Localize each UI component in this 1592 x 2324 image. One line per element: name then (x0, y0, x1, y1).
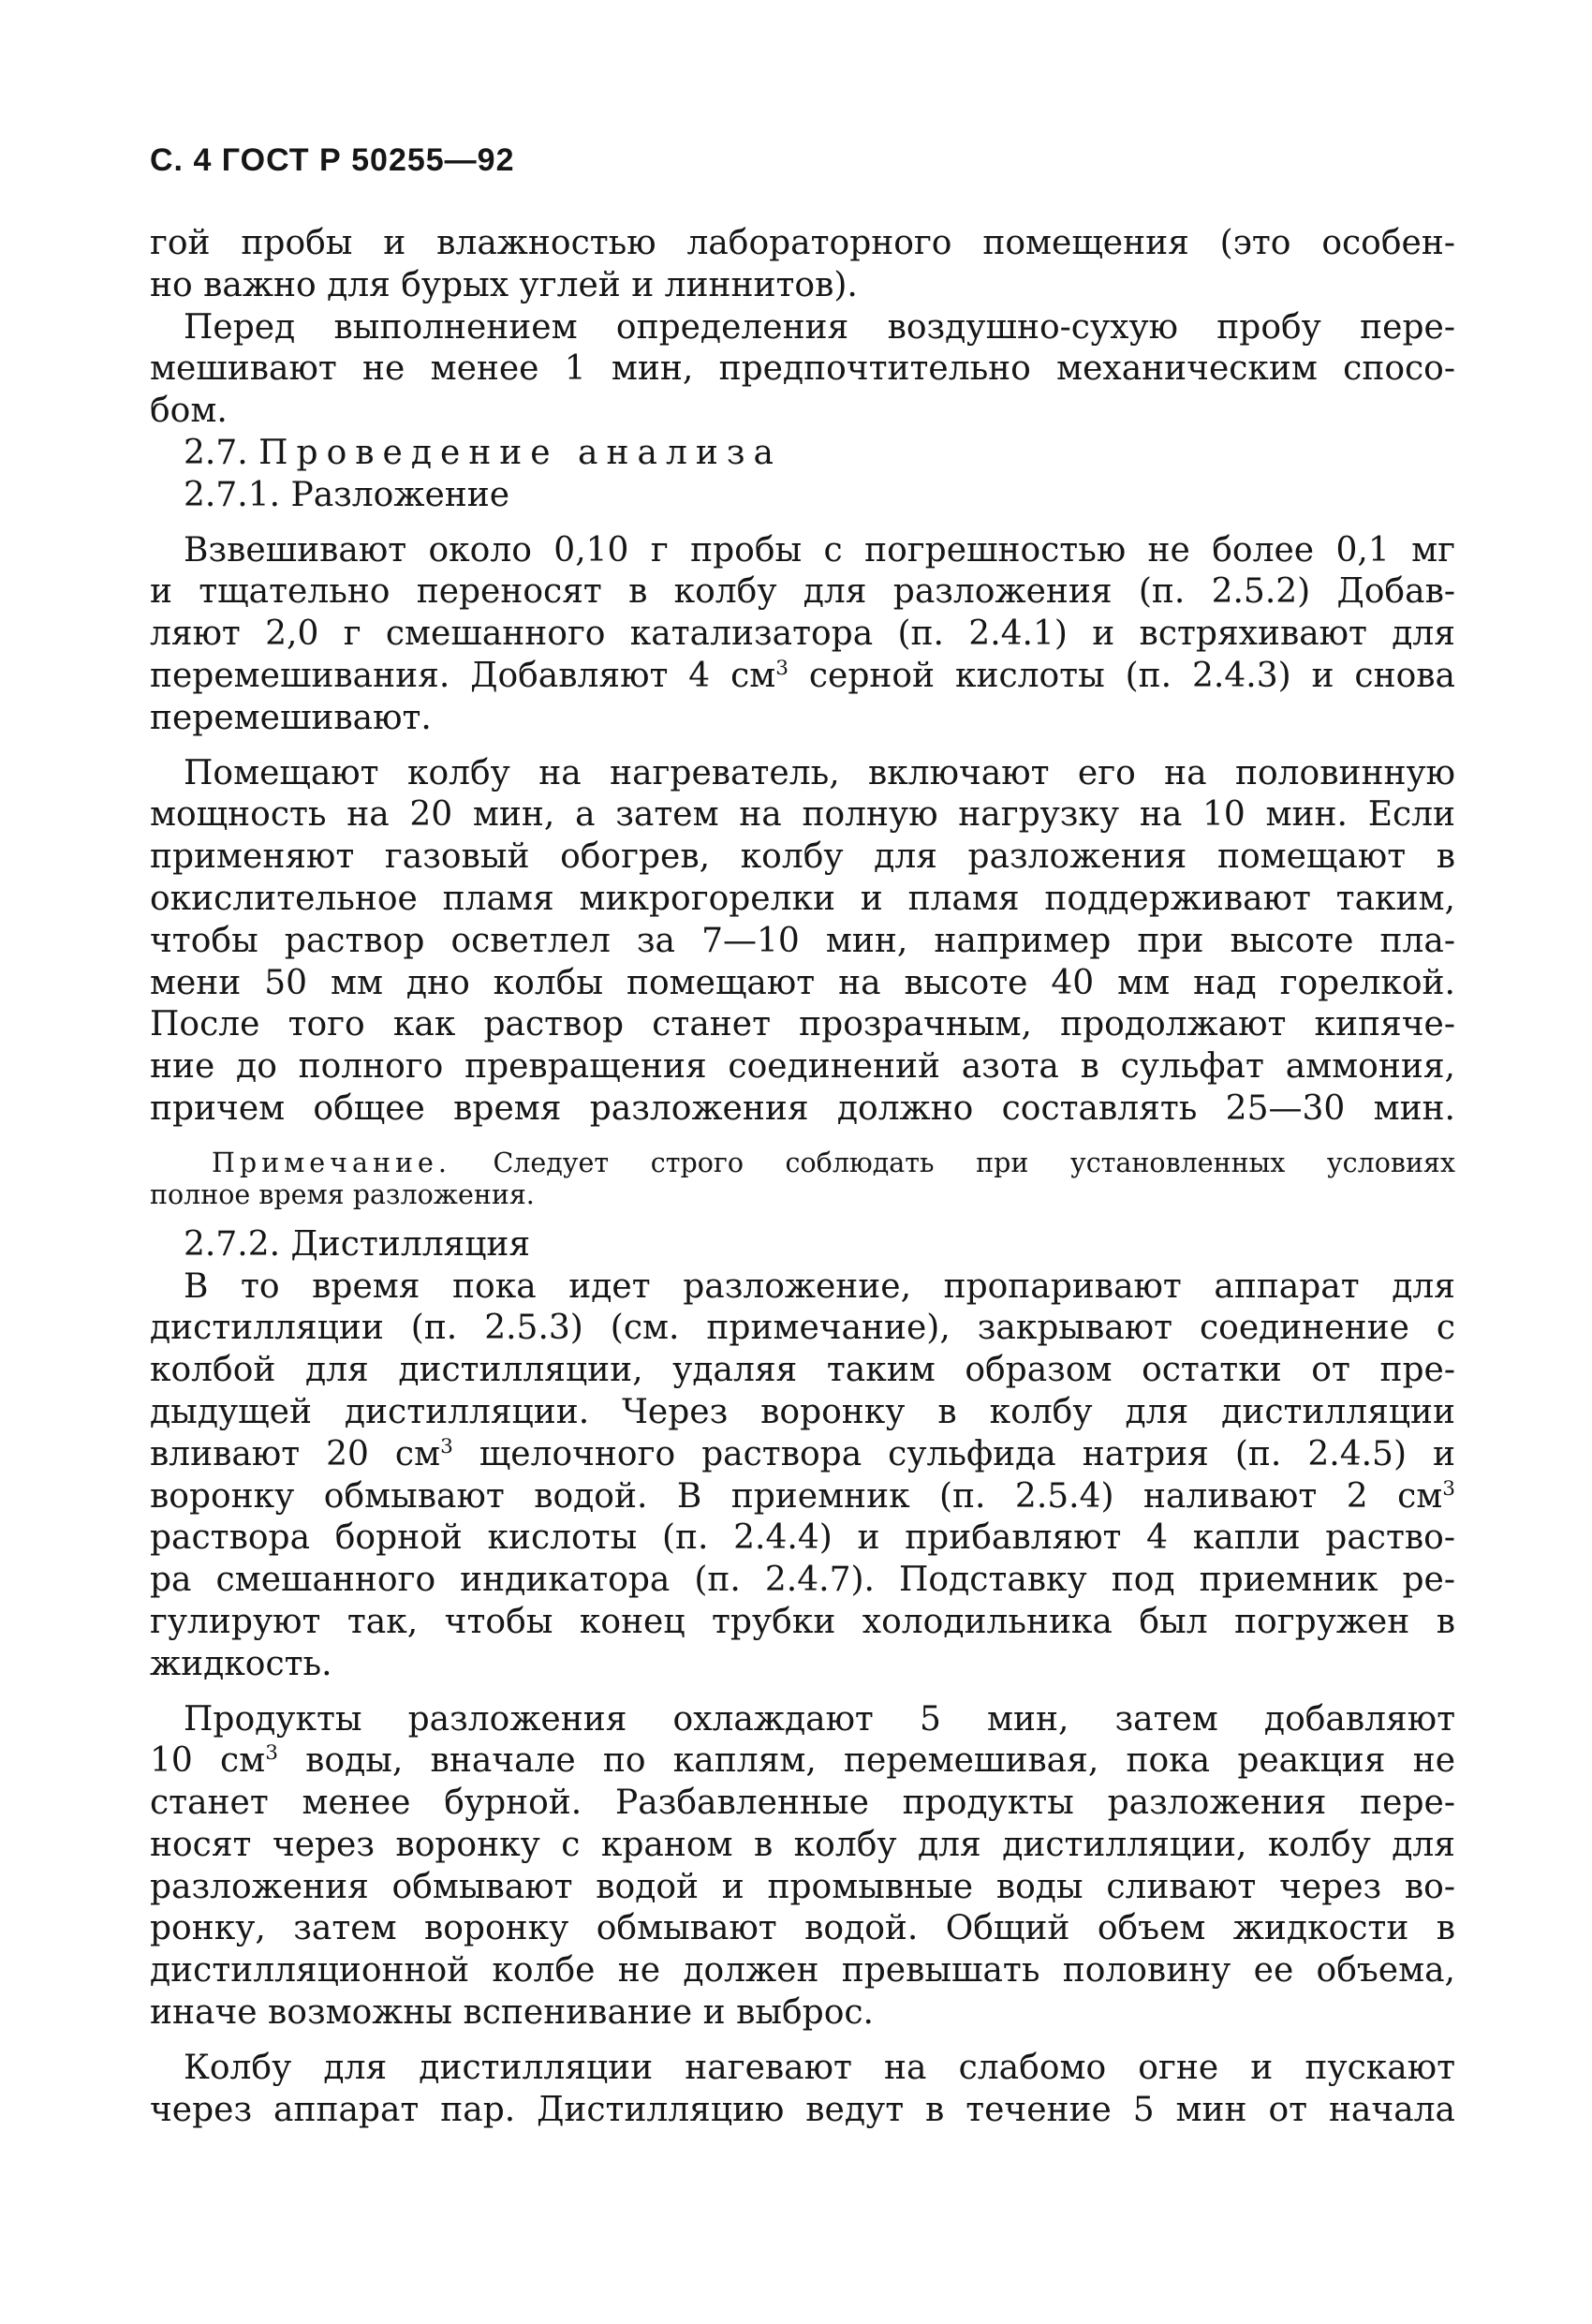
text-segment: перемешивания. Добавляют 4 см (150, 656, 776, 695)
prep-paragraph (150, 307, 1455, 433)
weigh-paragraph (150, 530, 1455, 740)
text-line: чтобы раствор осветлел за 7—10 мин, например при высоте пла- (150, 921, 1455, 960)
text-line (150, 1434, 1455, 1476)
text-line: разложения обмывают водой и промывные воды сливают через во- (150, 1867, 1455, 1906)
text-segment: воды, вначале по каплям, перемешивая, пока реакция не (277, 1741, 1455, 1781)
text-line: Помещают колбу на нагреватель, включают его на половинную (184, 753, 1455, 792)
text-segment: серной кислоты (п. 2.4.3) и снова (788, 656, 1455, 695)
superscript: 3 (440, 1434, 453, 1458)
text-line: дистилляции (п. 2.5.3) (см. примечание), закрывают соединение с (150, 1309, 1455, 1348)
text-line: Перед выполнением определения воздушно-сухую пробу пере- (184, 307, 1455, 347)
text-line: носят через воронку с краном в колбу для дистилляции, колбу для (150, 1825, 1455, 1864)
heat-paragraph (150, 753, 1455, 1131)
text-line: через аппарат пар. Дистилляцию ведут в течение 5 мин от начала (150, 2090, 1455, 2129)
text-line: станет менее бурной. Разбавленные продукты разложения пере- (150, 1784, 1455, 1823)
superscript: 3 (1442, 1476, 1455, 1501)
final-paragraph (150, 2048, 1455, 2132)
text-line: колбой для дистилляции, удаляя таким образом остатки от пре- (150, 1351, 1455, 1390)
text-line: иначе возможны вспенивание и выброс. (150, 1993, 874, 2033)
text-line: жидкость. (150, 1644, 332, 1683)
text-line: ра смешанного индикатора (п. 2.4.7). Подставку под приемник ре- (150, 1561, 1455, 1600)
text-line: перемешивают. (150, 698, 432, 737)
superscript: 3 (265, 1741, 278, 1766)
text-line (150, 1740, 1455, 1783)
page-header: С. 4 ГОСТ Р 50255—92 (150, 142, 515, 178)
text-line: окислительное пламя микрогорелки и пламя поддерживают таким, (150, 879, 1455, 918)
text-line: дыдущей дистилляции. Через воронку в колбу для дистилляции (150, 1392, 1455, 1431)
section-heading-2-7-1: 2.7.1. Разложение (184, 475, 510, 514)
text-segment: воронку обмывают водой. В приемник (п. 2.5.4) наливают 2 см (150, 1476, 1443, 1516)
text-segment: вливают 20 см (150, 1434, 441, 1473)
text-line: После того как раствор станет прозрачным, продолжают кипяче- (150, 1005, 1455, 1044)
superscript: 3 (775, 657, 789, 681)
section-heading-2-7-2: 2.7.2. Дистилляция (184, 1224, 531, 1264)
text-line: ронку, затем воронку обмывают водой. Общий объем жидкости в (150, 1909, 1455, 1948)
note-line: полное время разложения. (150, 1178, 535, 1210)
note-text: Следует строго соблюдать при установленных условиях (450, 1147, 1455, 1178)
dist-paragraph (150, 1266, 1455, 1686)
text-line (150, 656, 1455, 698)
document-body (150, 223, 1455, 2131)
cool-paragraph (150, 1699, 1455, 2035)
text-line: но важно для бурых углей и линнитов). (150, 265, 858, 304)
text-line: Колбу для дистилляции нагевают на слабомо огне и пускают (184, 2048, 1455, 2087)
text-segment: 10 см (150, 1741, 266, 1781)
text-line: ляют 2,0 г смешанного катализатора (п. 2.4.1) и встряхивают для (150, 614, 1455, 654)
text-line: гулируют так, чтобы конец трубки холодильника был погружен в (150, 1602, 1455, 1641)
note-block (150, 1147, 1455, 1211)
text-segment: щелочного раствора сульфида натрия (п. 2.4.5) и (452, 1434, 1455, 1473)
section-heading-2-7 (150, 433, 1455, 475)
text-line: дистилляционной колбе не должен превышать половину ее объема, (150, 1951, 1455, 1991)
text-line: мощность на 20 мин, а затем на полную нагрузку на 10 мин. Если (150, 795, 1455, 835)
text-line: гой пробы и влажностью лабораторного помещения (это особен- (150, 224, 1455, 262)
note-label: Примечание. (212, 1147, 451, 1178)
text-line: мешивают не менее 1 мин, предпочтительно механическим спосо- (150, 349, 1455, 389)
note-line (150, 1147, 1455, 1179)
text-line: Взвешивают около 0,10 г пробы с погрешностью не более 0,1 мг (184, 530, 1455, 570)
section-number: 2.7. (184, 433, 248, 472)
text-line: В то время пока идет разложение, пропаривают аппарат для (184, 1266, 1455, 1306)
text-line: Продукты разложения охлаждают 5 мин, затем добавляют (184, 1699, 1455, 1739)
text-line: и тщательно переносят в колбу для разложения (п. 2.5.2) Добав- (150, 572, 1455, 612)
text-line (150, 1476, 1455, 1518)
text-line: бом. (150, 392, 228, 431)
text-line: ние до полного превращения соединений азота в сульфат аммония, (150, 1047, 1455, 1087)
text-line: причем общее время разложения должно составлять 25—30 мин. (150, 1088, 1455, 1128)
intro-paragraph (150, 223, 1455, 307)
text-line: раствора борной кислоты (п. 2.4.4) и прибавляют 4 капли раство- (150, 1518, 1455, 1558)
text-line: применяют газовый обогрев, колбу для разложения помещают в (150, 837, 1455, 877)
text-line: мени 50 мм дно колбы помещают на высоте 40 мм над горелкой. (150, 963, 1455, 1002)
section-title: Проведение анализа (258, 433, 782, 472)
